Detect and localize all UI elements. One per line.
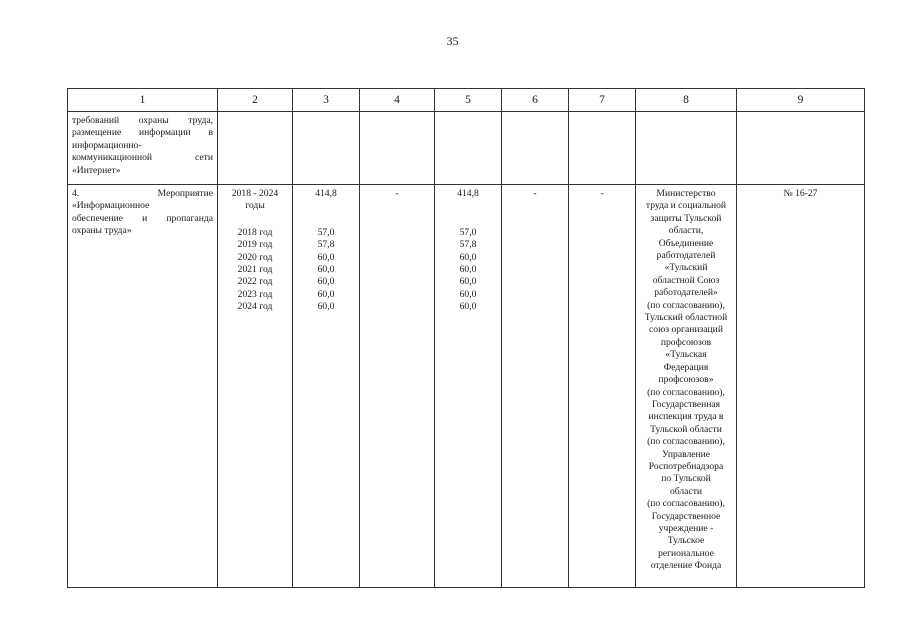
text-line: профсоюзов» [658, 374, 714, 386]
year-label: 2022 год [237, 276, 273, 288]
text-line: «Тульский [664, 262, 708, 274]
column-header-7: 7 [569, 89, 636, 112]
text-line: информационно- [72, 139, 142, 151]
text-line: работодателей» [654, 287, 718, 299]
text-line: (по согласованию), [647, 498, 725, 510]
year-value: 60,0 [317, 264, 335, 276]
text-line: Управление [661, 448, 711, 460]
text-line: учреждение - [658, 522, 714, 534]
dash-cell [360, 185, 435, 588]
measure-description-cell [68, 112, 218, 185]
text-line: «Тульская [665, 349, 707, 361]
year-value: 60,0 [459, 276, 477, 288]
year-label: 2021 год [237, 264, 273, 276]
empty-cell [737, 112, 865, 185]
text-line: (по согласованию), [647, 386, 725, 398]
year-value: 60,0 [459, 288, 477, 300]
year-value: 57,8 [317, 239, 335, 251]
empty-cell [435, 112, 502, 185]
empty-cell [360, 112, 435, 185]
text-line: «Информационное [72, 200, 150, 212]
text-line: размещение информации в [72, 127, 213, 139]
text-line: областной Союз [652, 274, 720, 286]
column-header-3: 3 [293, 89, 360, 112]
year-value: 60,0 [317, 276, 335, 288]
text-line: области [669, 485, 703, 497]
indicator-reference-cell [737, 185, 865, 588]
text-line: труда и социальной [645, 200, 727, 212]
year-label: 2024 год [237, 301, 273, 313]
text-line: Тульский областной [644, 312, 728, 324]
total-value: 414,8 [315, 188, 337, 199]
dash-cell [569, 185, 636, 588]
empty-cell [293, 112, 360, 185]
year-value: 57,0 [317, 226, 335, 238]
year-label: 2023 год [237, 288, 273, 300]
total-value: 414,8 [457, 188, 479, 199]
year-value: 57,8 [459, 239, 477, 251]
year-value: 57,0 [459, 226, 477, 238]
empty-cell [218, 112, 293, 185]
responsible-executors-cell [636, 185, 737, 588]
text-line: Объединение [658, 237, 714, 249]
text-line: региональное [658, 547, 714, 559]
text-line: «Интернет» [72, 164, 121, 176]
text-line: Тульское [667, 535, 705, 547]
column-header-2: 2 [218, 89, 293, 112]
column-header-1: 1 [68, 89, 218, 112]
dash-cell [502, 185, 569, 588]
text-line: работодателей [656, 250, 716, 262]
text-line: 4. Мероприятие [72, 188, 213, 199]
text-line: союз организаций [649, 324, 723, 336]
text-line: (по согласованию), [647, 299, 725, 311]
empty-cell [569, 112, 636, 185]
year-value: 60,0 [317, 288, 335, 300]
regional-funding-cell [435, 185, 502, 588]
text-line: Тульской области [650, 423, 722, 435]
year-value: 60,0 [459, 251, 477, 263]
measure-title-cell [68, 185, 218, 588]
text-line: обеспечение и пропаганда [72, 212, 213, 224]
text-line: по Тульской [661, 473, 711, 485]
text-line: Государственное [651, 510, 721, 522]
text-line: Государственная [651, 398, 721, 410]
column-header-9: 9 [737, 89, 865, 112]
column-header-5: 5 [435, 89, 502, 112]
text-line: профсоюзов [660, 336, 712, 348]
year-label: 2019 год [237, 239, 273, 251]
column-header-4: 4 [360, 89, 435, 112]
text-line: коммуникационной сети [72, 152, 213, 164]
column-number-row [68, 89, 865, 112]
text-line: Министерство [656, 188, 716, 199]
dash-value: - [600, 188, 604, 199]
total-funding-cell [293, 185, 360, 588]
text-line: области, [668, 225, 704, 237]
measures-table [67, 88, 865, 588]
year-value: 60,0 [459, 301, 477, 313]
empty-cell [636, 112, 737, 185]
year-value: 60,0 [459, 264, 477, 276]
year-value: 60,0 [317, 251, 335, 263]
period-label: годы [245, 200, 265, 212]
page-number: 35 [446, 34, 459, 48]
text-line: инспекция труда в [648, 411, 724, 423]
dash-value: - [395, 188, 399, 199]
text-line: охраны труда» [72, 225, 132, 237]
text-line: отделение Фонда [650, 560, 722, 572]
text-line: Федерация [663, 361, 709, 373]
indicator-reference: № 16-27 [783, 188, 818, 199]
year-label: 2018 год [237, 226, 273, 238]
text-line: требований охраны труда, [72, 115, 213, 126]
table-row [68, 112, 865, 185]
column-header-6: 6 [502, 89, 569, 112]
text-line: (по согласованию), [647, 436, 725, 448]
period-range: 2018 - 2024 [231, 188, 279, 199]
column-header-8: 8 [636, 89, 737, 112]
empty-cell [502, 112, 569, 185]
year-value: 60,0 [317, 301, 335, 313]
text-line: защиты Тульской [650, 212, 722, 224]
table-row [68, 185, 865, 588]
period-cell [218, 185, 293, 588]
dash-value: - [533, 188, 537, 199]
text-line: Роспотребнадзора [648, 460, 724, 472]
year-label: 2020 год [237, 251, 273, 263]
